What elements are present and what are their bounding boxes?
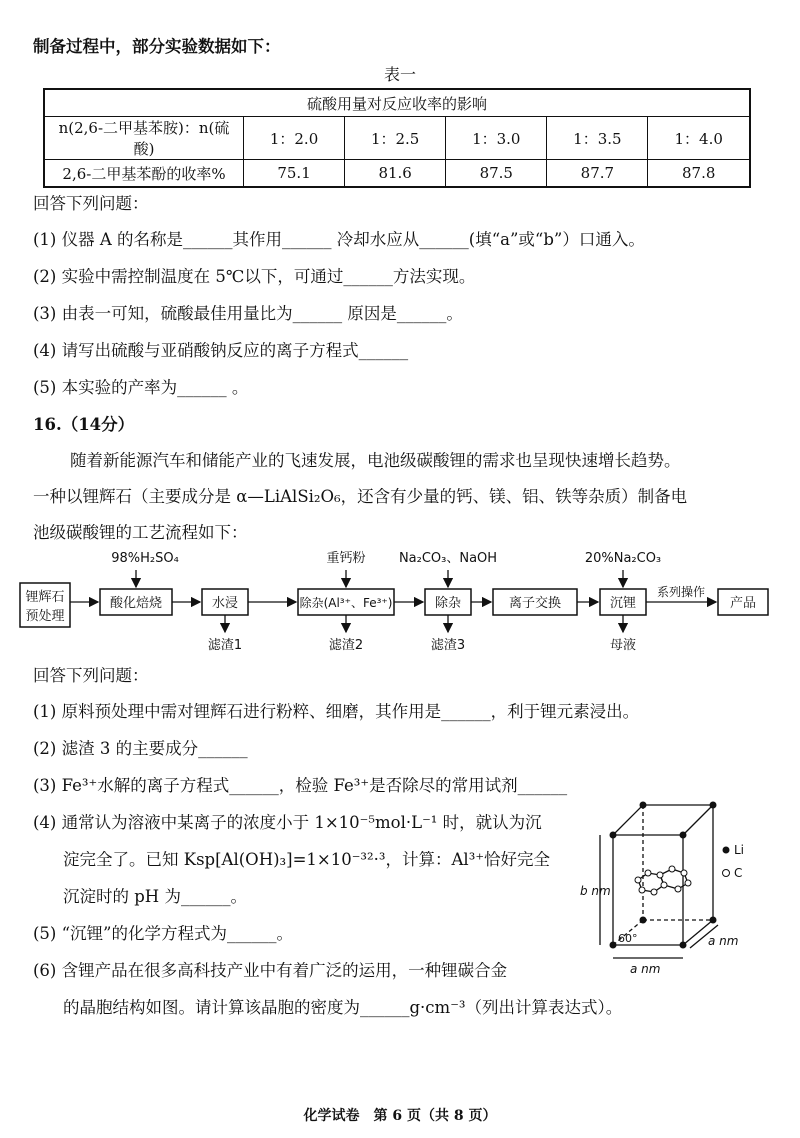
- table-cell: 75.1: [244, 160, 345, 188]
- table-cell: 1：3.0: [446, 117, 547, 160]
- flow-input: 重钙粉: [326, 551, 366, 566]
- table-caption: 表一: [383, 65, 416, 84]
- q15-heading: 回答下列问题：: [33, 194, 149, 213]
- q16-3: (3) Fe³⁺水解的离子方程式______，检验 Fe³⁺是否除尽的常用试剂______: [33, 776, 568, 795]
- q16-heading: 回答下列问题：: [33, 666, 149, 685]
- q15-1: (1) 仪器 A 的名称是______其作用______ 冷却水应从______(填“a”或“b”）口通入。: [33, 230, 645, 249]
- table-cell: 1：2.5: [345, 117, 446, 160]
- process-flowchart: [0, 540, 800, 662]
- q16-5: (5) “沉锂”的化学方程式为______。: [33, 924, 293, 943]
- q15-4: (4) 请写出硫酸与亚硝酸钠反应的离子方程式______: [33, 341, 409, 360]
- row-label-ratio: n(2,6-二甲基苯胺)：n(硫酸): [44, 117, 244, 160]
- flow-label: 除杂: [434, 596, 462, 611]
- q16-4a: (4) 通常认为溶液中某离子的浓度小于 1×10⁻⁵mol·L⁻¹ 时，就认为沉: [33, 813, 542, 832]
- table-cell: 1：4.0: [648, 117, 750, 160]
- flow-arrow-label: 系列操作: [656, 585, 706, 599]
- flow-label: 离子交换: [508, 596, 562, 611]
- flow-output: 滤渣1: [207, 638, 243, 653]
- legend-li: Li: [734, 843, 745, 857]
- data-table: [43, 88, 751, 188]
- table-cell: 87.5: [446, 160, 547, 188]
- flow-output: 滤渣2: [328, 638, 364, 653]
- q16-2: (2) 滤渣 3 的主要成分______: [33, 739, 248, 758]
- q16-p3: 池级碳酸锂的工艺流程如下：: [33, 523, 248, 542]
- flow-input: 20%Na₂CO₃: [584, 551, 662, 566]
- table-header-row: [44, 89, 750, 117]
- table-cell: 87.7: [547, 160, 648, 188]
- q16-6b: 的晶胞结构如图。请计算该晶胞的密度为______g·cm⁻³（列出计算表达式）。: [63, 998, 623, 1017]
- q16-title: 16.（14分）: [33, 415, 135, 434]
- angle-label: 60°: [618, 932, 638, 945]
- table-row: [44, 160, 750, 188]
- flow-label: 预处理: [25, 609, 65, 624]
- q16-1: (1) 原料预处理中需对锂辉石进行粉粹、细磨，其作用是______，利于锂元素浸出。: [33, 702, 640, 721]
- flow-input: 98%H₂SO₄: [111, 551, 179, 566]
- dim-a-side: a nm: [708, 934, 739, 948]
- dim-a-bottom: a nm: [630, 962, 661, 975]
- table-cell: 1：2.0: [244, 117, 345, 160]
- flow-label: 水浸: [211, 596, 239, 611]
- flow-output: 母液: [609, 638, 637, 653]
- flow-label: 产品: [729, 596, 757, 611]
- row-label-yield: 2,6-二甲基苯酚的收率%: [44, 160, 244, 188]
- page-footer: 化学试卷 第 6 页（共 8 页）: [303, 1108, 497, 1124]
- table-row: [44, 117, 750, 160]
- intro-text: 制备过程中，部分实验数据如下：: [33, 37, 281, 56]
- flow-input: Na₂CO₃、NaOH: [398, 551, 498, 566]
- q15-5: (5) 本实验的产率为______ 。: [33, 378, 249, 397]
- table-header: 硫酸用量对反应收率的影响: [44, 89, 750, 117]
- table-cell: 1：3.5: [547, 117, 648, 160]
- flow-label: 锂辉石: [25, 590, 65, 605]
- flow-label: 酸化焙烧: [109, 596, 163, 611]
- q16-p2: 一种以锂辉石（主要成分是 α—LiAlSi₂O₆，还含有少量的钙、镁、铝、铁等杂质）制备电: [33, 487, 688, 506]
- q15-3: (3) 由表一可知，硫酸最佳用量比为______ 原因是______。: [33, 304, 463, 323]
- q16-6a: (6) 含锂产品在很多高科技产业中有着广泛的运用，一种锂碳合金: [33, 961, 508, 980]
- q16-p1: 随着新能源汽车和储能产业的飞速发展，电池级碳酸锂的需求也呈现快速增长趋势。: [70, 451, 681, 470]
- dim-b: b nm: [580, 884, 611, 898]
- flow-label: 沉锂: [609, 596, 637, 611]
- crystal-cell-diagram: [578, 795, 778, 975]
- table-cell: 81.6: [345, 160, 446, 188]
- legend-c: C: [734, 866, 743, 880]
- q16-4c: 沉淀时的 pH 为______。: [63, 887, 247, 906]
- flow-label: 除杂(Al³⁺、Fe³⁺): [299, 596, 393, 610]
- table-cell: 87.8: [648, 160, 750, 188]
- q15-2: (2) 实验中需控制温度在 5℃以下，可通过______方法实现。: [33, 267, 476, 286]
- flow-output: 滤渣3: [430, 638, 466, 653]
- q16-4b: 淀完全了。已知 Ksp[Al(OH)₃]=1×10⁻³²·³，计算：Al³⁺恰好完全: [63, 850, 551, 869]
